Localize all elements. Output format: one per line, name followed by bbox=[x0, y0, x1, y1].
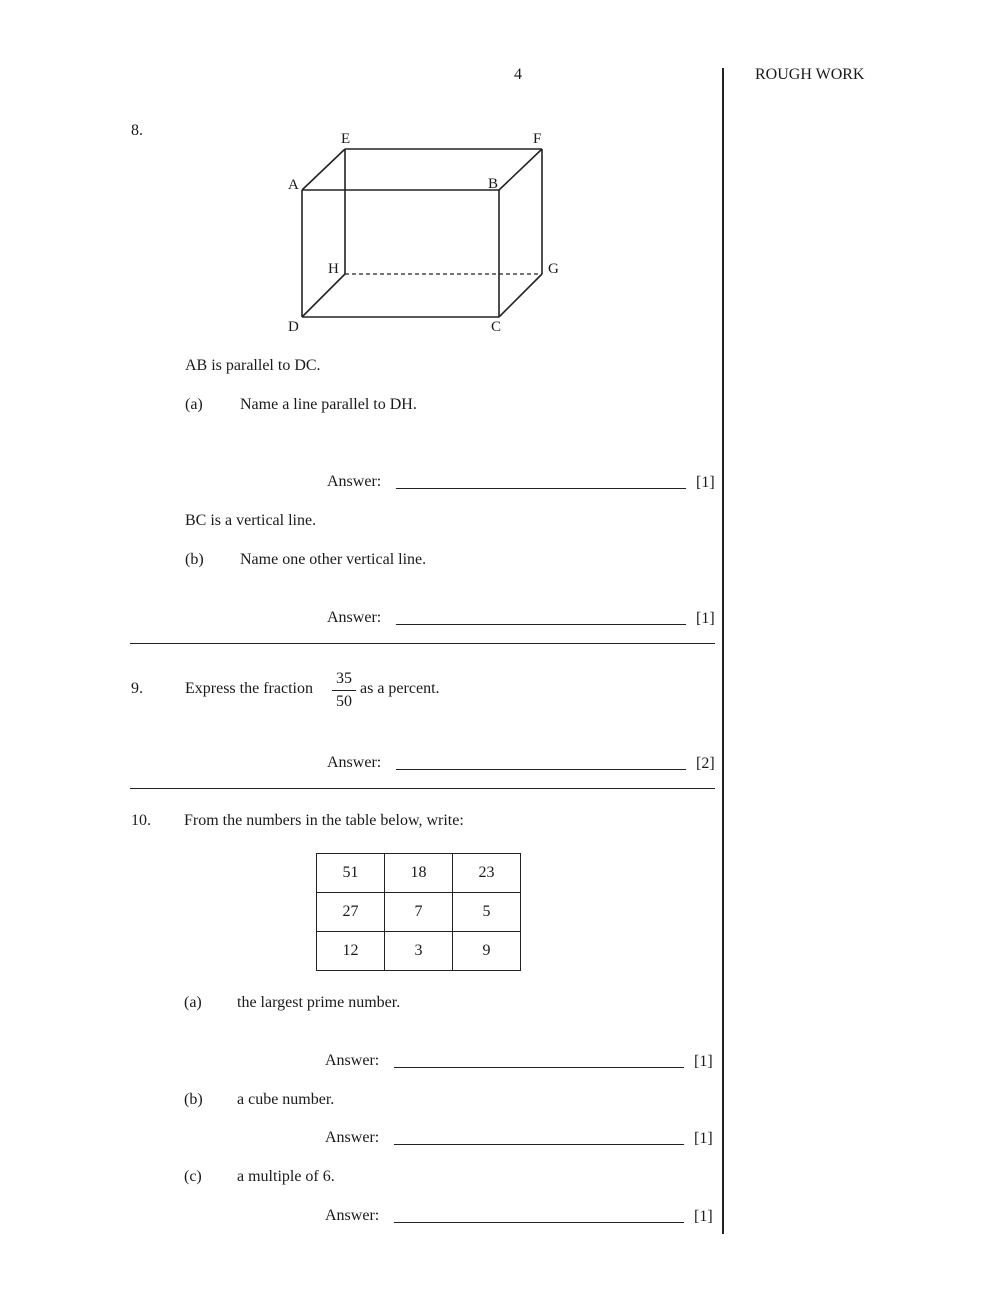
page-number: 4 bbox=[514, 66, 522, 83]
table-cell: 27 bbox=[317, 893, 385, 932]
table-cell: 9 bbox=[453, 932, 521, 971]
table-cell: 5 bbox=[453, 893, 521, 932]
answer-label: Answer: bbox=[327, 473, 382, 490]
q10-number: 10. bbox=[131, 812, 151, 829]
q10a-mark: [1] bbox=[694, 1053, 713, 1070]
vertex-label-g: G bbox=[548, 261, 559, 277]
q9-numerator: 35 bbox=[336, 670, 352, 687]
q9-text-after: as a percent. bbox=[360, 680, 440, 697]
fraction-bar bbox=[332, 690, 356, 691]
q10c-label: (c) bbox=[184, 1168, 202, 1185]
q10a-label: (a) bbox=[184, 994, 202, 1011]
answer-label: Answer: bbox=[325, 1129, 380, 1146]
q8-stem-parallel: AB is parallel to DC. bbox=[185, 357, 321, 374]
answer-label: Answer: bbox=[327, 754, 382, 771]
table-cell: 12 bbox=[317, 932, 385, 971]
vertex-label-f: F bbox=[533, 131, 542, 147]
vertex-label-c: C bbox=[491, 319, 502, 335]
q10c-text: a multiple of 6. bbox=[237, 1168, 335, 1185]
divider-q9-q10 bbox=[130, 788, 715, 789]
table-cell: 51 bbox=[317, 854, 385, 893]
q8b-answer-line[interactable] bbox=[396, 624, 686, 625]
q9-denominator: 50 bbox=[336, 693, 352, 710]
q9-text-before: Express the fraction bbox=[185, 680, 313, 697]
q9-answer-line[interactable] bbox=[396, 769, 686, 770]
table-cell: 7 bbox=[385, 893, 453, 932]
table-row bbox=[317, 893, 521, 932]
q8a-mark: [1] bbox=[696, 474, 715, 491]
vertex-label-a: A bbox=[288, 177, 299, 193]
q10b-text: a cube number. bbox=[237, 1091, 335, 1108]
table-row bbox=[317, 854, 521, 893]
divider-q8-q9 bbox=[130, 643, 715, 644]
edge-cg bbox=[499, 274, 542, 317]
q8a-text: Name a line parallel to DH. bbox=[240, 396, 417, 413]
table-cell: 18 bbox=[385, 854, 453, 893]
q8b-label: (b) bbox=[185, 551, 204, 568]
edge-bf bbox=[499, 149, 542, 190]
vertex-label-d: D bbox=[288, 319, 299, 335]
rough-work-divider bbox=[722, 68, 724, 1234]
q10c-answer-line[interactable] bbox=[394, 1222, 684, 1223]
answer-label: Answer: bbox=[325, 1207, 380, 1224]
q8b-text: Name one other vertical line. bbox=[240, 551, 427, 568]
q10b-label: (b) bbox=[184, 1091, 203, 1108]
q9-number: 9. bbox=[131, 680, 143, 697]
q10b-mark: [1] bbox=[694, 1130, 713, 1147]
q8b-mark: [1] bbox=[696, 610, 715, 627]
rough-work-heading: ROUGH WORK bbox=[755, 66, 865, 83]
q10-text: From the numbers in the table below, write: bbox=[184, 812, 464, 829]
table-cell: 23 bbox=[453, 854, 521, 893]
q9-mark: [2] bbox=[696, 755, 715, 772]
q10a-text: the largest prime number. bbox=[237, 994, 401, 1011]
vertex-label-h: H bbox=[328, 261, 339, 277]
edge-ae bbox=[302, 149, 345, 190]
q8a-answer-line[interactable] bbox=[396, 488, 686, 489]
answer-label: Answer: bbox=[325, 1052, 380, 1069]
q10b-answer-line[interactable] bbox=[394, 1144, 684, 1145]
vertex-label-b: B bbox=[488, 176, 499, 192]
q8a-label: (a) bbox=[185, 396, 203, 413]
vertex-label-e: E bbox=[341, 131, 351, 147]
q8-stem-vertical: BC is a vertical line. bbox=[185, 512, 317, 529]
answer-label: Answer: bbox=[327, 609, 382, 626]
q10c-mark: [1] bbox=[694, 1208, 713, 1225]
edge-dh bbox=[302, 274, 345, 317]
q9-fraction bbox=[332, 670, 356, 711]
table-cell: 3 bbox=[385, 932, 453, 971]
q8-number: 8. bbox=[131, 122, 143, 139]
table-row bbox=[317, 932, 521, 971]
q10a-answer-line[interactable] bbox=[394, 1067, 684, 1068]
cuboid-diagram bbox=[280, 125, 580, 345]
number-table bbox=[316, 853, 521, 971]
